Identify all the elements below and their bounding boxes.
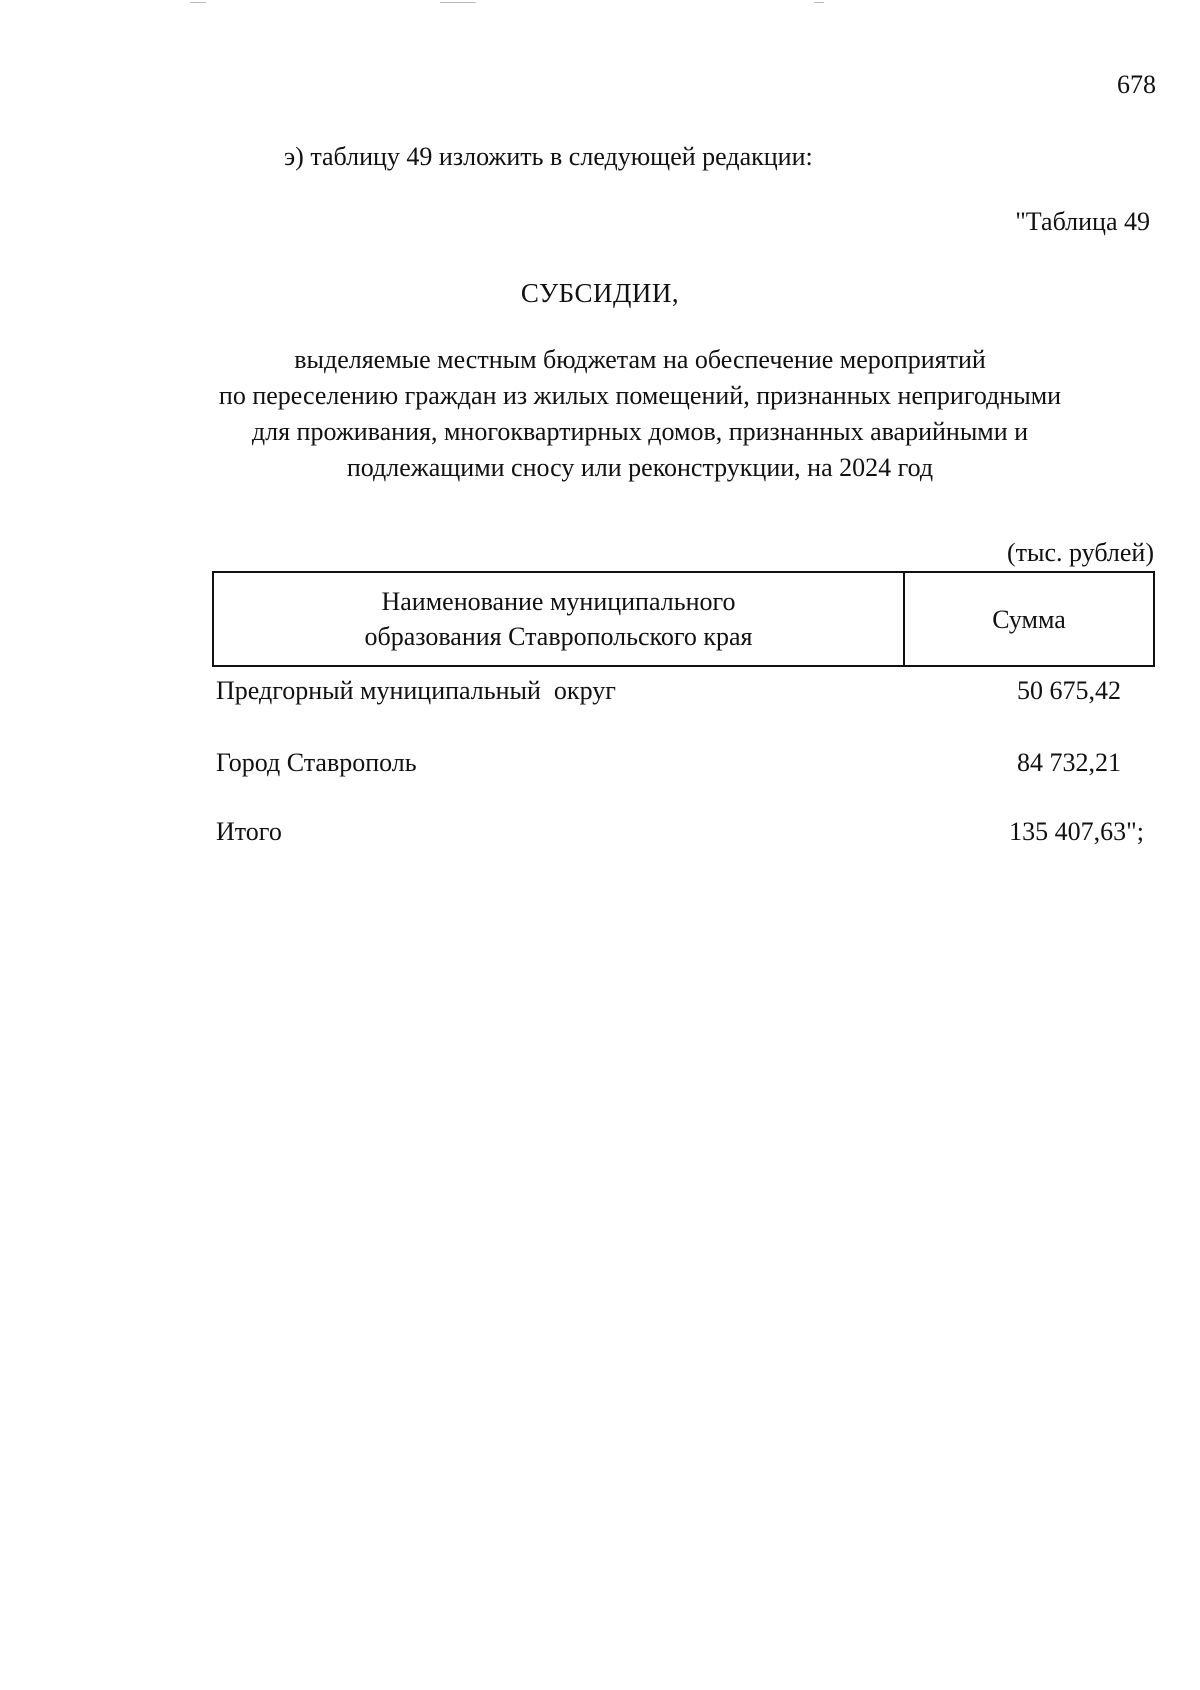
units-label: (тыс. рублей): [1006, 538, 1154, 567]
row-value: 84 732,21: [1017, 748, 1121, 777]
subtitle-line: для проживания, многоквартирных домов, признанных аварийными и: [251, 417, 1029, 446]
subtitle-line: по переселению граждан из жилых помещений, признанных непригодными: [218, 381, 1062, 410]
subtitle-line: подлежащими сносу или реконструкции, на 2024 год: [346, 453, 934, 482]
scan-artifact: [440, 2, 476, 3]
table-row: [216, 748, 1121, 778]
subtitle-line: выделяемые местным бюджетам на обеспечение мероприятий: [294, 345, 986, 374]
scan-artifact: [814, 2, 824, 3]
table-header: [212, 571, 1155, 667]
header-name-line: Наименование муниципального: [381, 587, 736, 616]
document-title: СУБСИДИИ,: [520, 278, 680, 308]
row-name: Предгорный муниципальный округ: [216, 676, 616, 705]
header-name-line: образования Ставропольского края: [364, 622, 753, 651]
row-name: Город Ставрополь: [216, 748, 417, 777]
row-value: 50 675,42: [1017, 676, 1121, 705]
header-sum-cell: Сумма: [992, 604, 1066, 634]
row-name: Итого: [216, 817, 282, 846]
table-row: [216, 676, 1121, 706]
table-label: "Таблица 49: [1015, 207, 1150, 236]
document-subtitle: [140, 342, 1140, 486]
row-value: 135 407,63";: [1009, 817, 1144, 846]
page-number: 678: [1117, 70, 1156, 99]
header-name-cell: [214, 573, 905, 665]
scan-artifact: [190, 2, 206, 3]
intro-text: э) таблицу 49 изложить в следующей редакции:: [284, 142, 813, 171]
table-row-total: [216, 817, 1144, 847]
